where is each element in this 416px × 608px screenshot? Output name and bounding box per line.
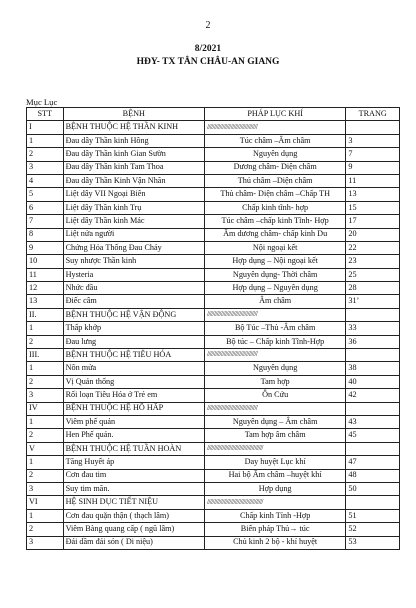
- toc-body: [27, 121, 400, 550]
- cell-benh: Liệt dây Thần kinh Mác: [63, 215, 204, 228]
- cell-phap: ////////////////////////////////////: [204, 121, 345, 134]
- cell-phap: ////////////////////////////////////////: [204, 442, 345, 455]
- table-row: [27, 241, 400, 254]
- cell-phap: Âm châm: [204, 295, 345, 308]
- cell-benh: BỆNH THUỘC HỆ HÔ HẤP: [63, 402, 204, 415]
- cell-trang: 11: [346, 174, 400, 187]
- cell-trang: 9: [346, 161, 400, 174]
- cell-stt: 8: [27, 228, 64, 241]
- page-number: 2: [205, 20, 211, 31]
- cell-benh: BỆNH THUỘC HỆ TIÊU HÓA: [63, 349, 204, 362]
- cell-stt: 1: [27, 322, 64, 335]
- section-row: [27, 442, 400, 455]
- cell-stt: IV: [27, 402, 64, 415]
- cell-phap: Thủ châm- Diện châm –Chấp TH: [204, 188, 345, 201]
- cell-benh: Liệt nửa người: [63, 228, 204, 241]
- cell-phap: Chấp kinh tĩnh- hợp: [204, 201, 345, 214]
- cell-stt: 2: [27, 335, 64, 348]
- table-row: [27, 148, 400, 161]
- cell-stt: V: [27, 442, 64, 455]
- cell-stt: 13: [27, 295, 64, 308]
- cell-phap: Âm dương châm- chấp kinh Du: [204, 228, 345, 241]
- cell-stt: I: [27, 121, 64, 134]
- cell-phap: Nguyên dụng: [204, 148, 345, 161]
- cell-phap: Biến pháp Thủ→ túc: [204, 523, 345, 536]
- cell-phap: Bộ túc – Chấp kinh Tĩnh-Hợp: [204, 335, 345, 348]
- cell-benh: Nhức đầu: [63, 282, 204, 295]
- table-row: [27, 201, 400, 214]
- table-row: [27, 282, 400, 295]
- cell-stt: 3: [27, 482, 64, 495]
- cell-stt: 7: [27, 215, 64, 228]
- table-row: [27, 174, 400, 187]
- table-row: [27, 456, 400, 469]
- cell-stt: 2: [27, 375, 64, 388]
- cell-stt: 1: [27, 509, 64, 522]
- toc-header-row: [27, 108, 400, 121]
- cell-phap: ////////////////////////////////////: [204, 402, 345, 415]
- section-row: [27, 121, 400, 134]
- cell-phap: ////////////////////////////////////////: [204, 496, 345, 509]
- cell-benh: Liệt dây VII Ngoại Biên: [63, 188, 204, 201]
- cell-phap: ////////////////////////////////////: [204, 349, 345, 362]
- table-row: [27, 228, 400, 241]
- table-row: [27, 255, 400, 268]
- cell-phap: Túc châm –Âm châm: [204, 134, 345, 147]
- cell-stt: 9: [27, 241, 64, 254]
- cell-trang: 3: [346, 134, 400, 147]
- cell-phap: Tam hợp: [204, 375, 345, 388]
- cell-benh: Nôn mửa: [63, 362, 204, 375]
- table-row: [27, 482, 400, 495]
- cell-benh: Đau dây Thần kinh Hông: [63, 134, 204, 147]
- cell-trang: [346, 442, 400, 455]
- cell-benh: Thấp khớp: [63, 322, 204, 335]
- cell-phap: Thủ châm –Diện châm: [204, 174, 345, 187]
- cell-benh: Liệt dây Thần kinh Trụ: [63, 201, 204, 214]
- table-row: [27, 415, 400, 428]
- cell-trang: 50: [346, 482, 400, 495]
- cell-stt: 2: [27, 523, 64, 536]
- table-row: [27, 322, 400, 335]
- cell-benh: Đau lưng: [63, 335, 204, 348]
- cell-stt: 4: [27, 174, 64, 187]
- cell-benh: Chứng Hỏa Thống Đau Chảy: [63, 241, 204, 254]
- cell-trang: 43: [346, 415, 400, 428]
- cell-stt: VI: [27, 496, 64, 509]
- toc-label: Mục Lục: [26, 97, 58, 107]
- cell-stt: 10: [27, 255, 64, 268]
- cell-benh: Hysteria: [63, 268, 204, 281]
- cell-phap: Dương châm- Diện châm: [204, 161, 345, 174]
- cell-benh: BỆNH THUỘC HỆ THẦN KINH: [63, 121, 204, 134]
- cell-trang: 48: [346, 469, 400, 482]
- table-row: [27, 188, 400, 201]
- document-title: HĐY- TX TÂN CHÂU-AN GIANG: [136, 57, 280, 67]
- document-date: 8/2021: [194, 44, 222, 54]
- cell-stt: 12: [27, 282, 64, 295]
- cell-phap: Hợp dụng: [204, 482, 345, 495]
- cell-stt: 11: [27, 268, 64, 281]
- table-row: [27, 268, 400, 281]
- cell-phap: Nguyên dụng – Âm châm: [204, 415, 345, 428]
- table-row: [27, 375, 400, 388]
- section-row: [27, 308, 400, 321]
- cell-phap: Nguyên dụng: [204, 362, 345, 375]
- cell-phap: Hợp dụng – Nội ngoại kết: [204, 255, 345, 268]
- table-row: [27, 134, 400, 147]
- cell-phap: Hợp dụng – Nguyên dụng: [204, 282, 345, 295]
- cell-phap: Day huyệt Lục khí: [204, 456, 345, 469]
- toc-table: [26, 107, 400, 550]
- cell-benh: Đau dây Thần Kinh Vận Nhãn: [63, 174, 204, 187]
- cell-stt: 3: [27, 536, 64, 549]
- cell-trang: [346, 496, 400, 509]
- cell-trang: [346, 121, 400, 134]
- table-row: [27, 161, 400, 174]
- cell-benh: Suy tim mãn.: [63, 482, 204, 495]
- table-row: [27, 429, 400, 442]
- cell-trang: 28: [346, 282, 400, 295]
- cell-trang: 31’: [346, 295, 400, 308]
- cell-trang: 25: [346, 268, 400, 281]
- cell-trang: 20: [346, 228, 400, 241]
- cell-phap: Nội ngoại kết: [204, 241, 345, 254]
- cell-phap: Bộ Túc –Thủ -Âm châm: [204, 322, 345, 335]
- cell-stt: 6: [27, 201, 64, 214]
- cell-benh: Rối loạn Tiêu Hóa ở Trẻ em: [63, 389, 204, 402]
- cell-stt: 2: [27, 469, 64, 482]
- cell-stt: III.: [27, 349, 64, 362]
- cell-stt: 2: [27, 148, 64, 161]
- cell-phap: Chấp kinh Tỉnh -Hợp: [204, 509, 345, 522]
- table-row: [27, 295, 400, 308]
- cell-stt: 3: [27, 389, 64, 402]
- table-row: [27, 389, 400, 402]
- table-row: [27, 523, 400, 536]
- cell-trang: 38: [346, 362, 400, 375]
- table-row: [27, 536, 400, 549]
- cell-benh: Đau dây Thần kinh Gian Sườn: [63, 148, 204, 161]
- cell-trang: [346, 402, 400, 415]
- cell-trang: 40: [346, 375, 400, 388]
- cell-phap: Tam hợp âm châm: [204, 429, 345, 442]
- cell-phap: ////////////////////////////////////: [204, 308, 345, 321]
- cell-stt: 1: [27, 134, 64, 147]
- table-row: [27, 362, 400, 375]
- cell-stt: 1: [27, 415, 64, 428]
- cell-stt: 1: [27, 362, 64, 375]
- cell-phap: Chủ kinh 2 bộ - khí huyệt: [204, 536, 345, 549]
- cell-benh: Viêm Bàng quang cấp ( ngũ lâm): [63, 523, 204, 536]
- cell-benh: Hen Phế quản.: [63, 429, 204, 442]
- table-row: [27, 469, 400, 482]
- cell-trang: 15: [346, 201, 400, 214]
- cell-benh: Vị Quản thống: [63, 375, 204, 388]
- cell-stt: 1: [27, 456, 64, 469]
- cell-benh: Cơn đau quặn thận ( thạch lâm): [63, 509, 204, 522]
- cell-benh: Điếc câm: [63, 295, 204, 308]
- section-row: [27, 349, 400, 362]
- cell-benh: Cơn đau tim: [63, 469, 204, 482]
- cell-benh: Đau dây Thần kinh Tam Thoa: [63, 161, 204, 174]
- cell-phap: Ôn Cứu: [204, 389, 345, 402]
- cell-benh: Tăng Huyết áp: [63, 456, 204, 469]
- cell-trang: 45: [346, 429, 400, 442]
- cell-trang: 51: [346, 509, 400, 522]
- cell-trang: 47: [346, 456, 400, 469]
- cell-trang: 7: [346, 148, 400, 161]
- cell-stt: 3: [27, 161, 64, 174]
- cell-trang: 53: [346, 536, 400, 549]
- cell-benh: BỆNH THUỘC HỆ TUẦN HOÀN: [63, 442, 204, 455]
- table-row: [27, 215, 400, 228]
- cell-trang: [346, 349, 400, 362]
- cell-trang: [346, 308, 400, 321]
- cell-trang: 17: [346, 215, 400, 228]
- cell-trang: 13: [346, 188, 400, 201]
- section-row: [27, 496, 400, 509]
- cell-benh: Viêm phế quản: [63, 415, 204, 428]
- column-header-phap: PHÁP LỤC KHÍ: [204, 108, 345, 121]
- table-row: [27, 335, 400, 348]
- cell-trang: 22: [346, 241, 400, 254]
- cell-phap: Túc châm –chấp kinh Tĩnh- Hợp: [204, 215, 345, 228]
- cell-trang: 23: [346, 255, 400, 268]
- cell-benh: Suy nhược Thần kinh: [63, 255, 204, 268]
- cell-trang: 52: [346, 523, 400, 536]
- cell-benh: BỆNH THUỘC HỆ VẬN ĐỘNG: [63, 308, 204, 321]
- column-header-stt: STT: [27, 108, 64, 121]
- column-header-trang: TRANG: [346, 108, 400, 121]
- cell-stt: 5: [27, 188, 64, 201]
- cell-stt: II.: [27, 308, 64, 321]
- cell-benh: Đái dầm đái són ( Di niệu): [63, 536, 204, 549]
- table-row: [27, 509, 400, 522]
- cell-phap: Nguyên dụng- Thời châm: [204, 268, 345, 281]
- cell-stt: 2: [27, 429, 64, 442]
- column-header-benh: BỆNH: [63, 108, 204, 121]
- cell-benh: HỆ SINH DỤC TIẾT NIỆU: [63, 496, 204, 509]
- cell-trang: 36: [346, 335, 400, 348]
- cell-trang: 33: [346, 322, 400, 335]
- cell-trang: 42: [346, 389, 400, 402]
- section-row: [27, 402, 400, 415]
- cell-phap: Hai bộ Âm châm –huyệt khí: [204, 469, 345, 482]
